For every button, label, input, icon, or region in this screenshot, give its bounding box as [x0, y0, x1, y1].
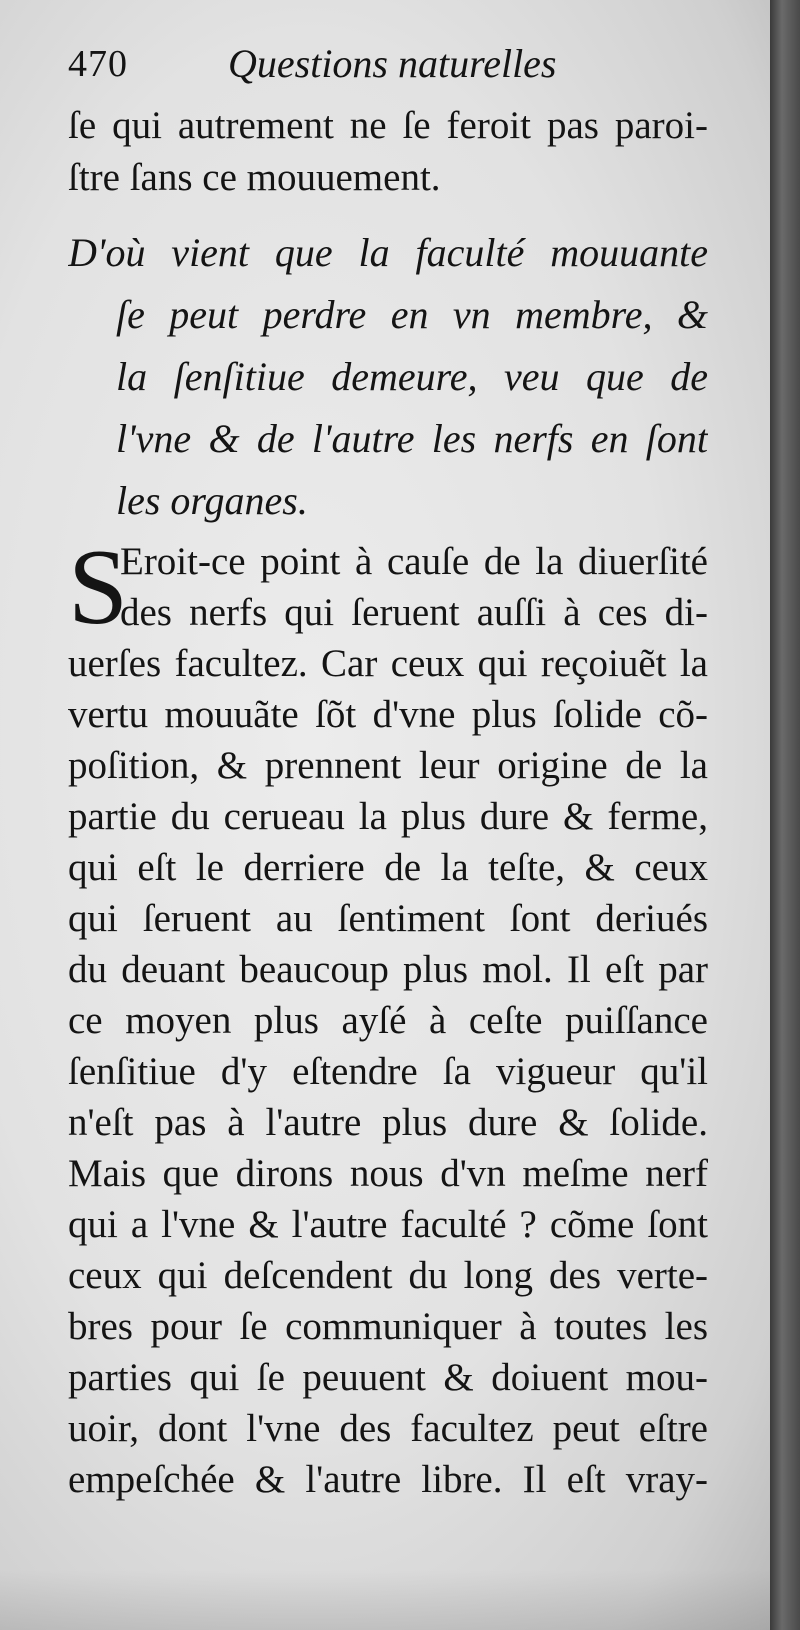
- text-line: qui eſt le derriere de la teſte, & ceux: [68, 846, 708, 889]
- text-line: ſtre ſans ce mouuement.: [68, 156, 441, 199]
- page-number: 470: [68, 43, 128, 85]
- page-binding-edge: [770, 0, 800, 1630]
- question-line: ſe peut perdre en vn membre, &: [116, 292, 708, 337]
- drop-cap: S: [68, 528, 129, 647]
- text-line: n'eſt pas à l'autre plus dure & ſolide.: [68, 1101, 708, 1144]
- text-line: bres pour ſe communiquer à toutes les: [68, 1305, 708, 1348]
- question-heading: [68, 222, 708, 532]
- text-line: ce moyen plus ayſé à ceſte puiſſance: [68, 999, 708, 1042]
- intro-paragraph: [68, 100, 708, 204]
- text-line: partie du cerueau la plus dure & ferme,: [68, 795, 708, 838]
- answer-paragraph: [68, 528, 708, 1505]
- text-line: empeſchée & l'autre libre. Il eſt vray-: [68, 1458, 708, 1501]
- text-line: ſe qui autrement ne ſe feroit pas paroi-: [68, 104, 708, 147]
- text-line: Eroit-ce point à cauſe de la diuerſité: [120, 540, 708, 583]
- running-title: Questions naturelles: [228, 41, 557, 86]
- text-line: vertu mouuãte ſõt d'vne plus ſolide cõ-: [68, 693, 708, 736]
- page-bottom-shadow: [0, 1570, 770, 1630]
- text-line: des nerfs qui ſeruent auſſi à ces di-: [120, 591, 708, 634]
- text-line: uoir, dont l'vne des facultez peut eſtre: [68, 1407, 708, 1450]
- text-line: parties qui ſe peuuent & doiuent mou-: [68, 1356, 708, 1399]
- text-line: Mais que dirons nous d'vn meſme nerf: [68, 1152, 708, 1195]
- text-line: poſition, & prennent leur origine de la: [68, 744, 708, 787]
- text-line: du deuant beaucoup plus mol. Il eſt par: [68, 948, 708, 991]
- question-line: D'où vient que la faculté mouuante: [68, 230, 708, 275]
- text-line: qui a l'vne & l'autre faculté ? cõme ſont: [68, 1203, 708, 1246]
- page-header: [68, 40, 708, 86]
- text-line: ceux qui deſcendent du long des verte-: [68, 1254, 708, 1297]
- question-line: les organes.: [116, 478, 308, 523]
- text-line: ſenſitiue d'y eſtendre ſa vigueur qu'il: [68, 1050, 708, 1093]
- text-line: uerſes facultez. Car ceux qui reçoiuẽt la: [68, 642, 708, 685]
- text-line: qui ſeruent au ſentiment ſont deriués: [68, 897, 708, 940]
- question-line: la ſenſitiue demeure, veu que de: [116, 354, 708, 399]
- question-line: l'vne & de l'autre les nerfs en ſont: [116, 416, 708, 461]
